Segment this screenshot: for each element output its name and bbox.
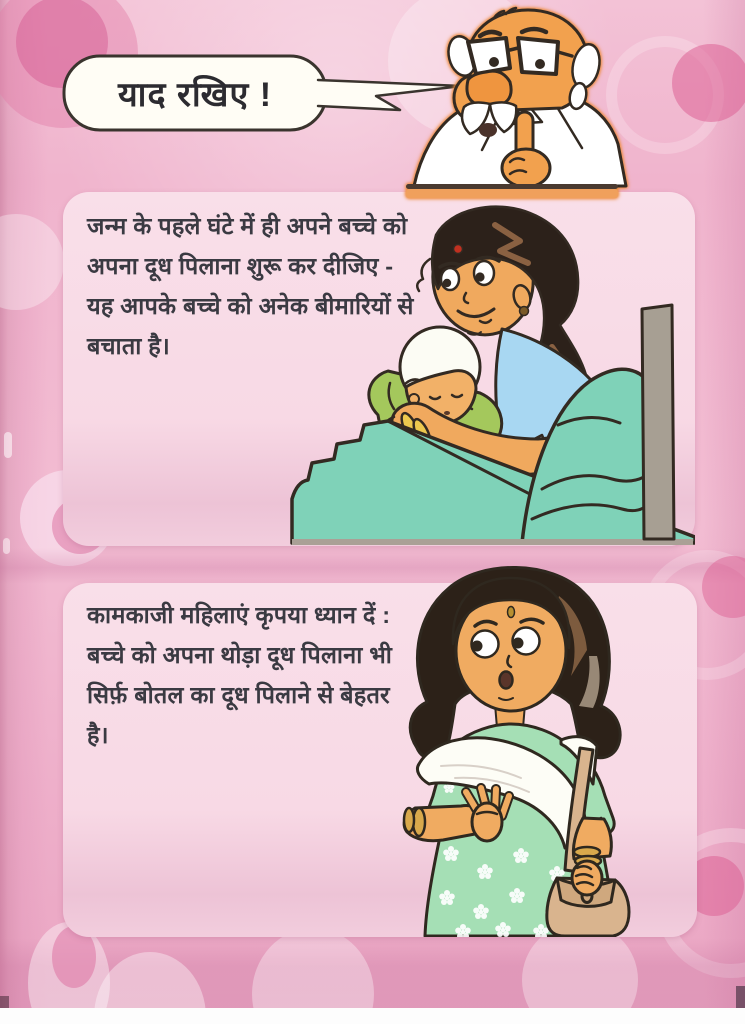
text-line: कामकाजी महिलाएं कृपया ध्यान दें : — [87, 602, 391, 628]
decor-bubble — [702, 556, 745, 618]
scanner-background-strip — [0, 1008, 745, 1024]
text-line: बच्चे को अपना थोड़ा दूध पिलाना भी — [87, 642, 393, 668]
speech-bubble-text: याद रखिए ! — [117, 76, 273, 114]
working-woman-illustration — [363, 556, 695, 937]
decor-shadow-band — [0, 938, 745, 1008]
text-line: यह आपके बच्चे को अनेक बीमारियों से — [87, 293, 414, 319]
text-line: जन्म के पहले घंटे में ही अपने बच्चे को — [87, 213, 408, 239]
page-edge-mark — [736, 986, 745, 1010]
decor-bubble — [0, 214, 64, 310]
staple-glint — [4, 432, 12, 458]
page-edge-mark — [0, 996, 9, 1008]
staple-glint — [3, 538, 10, 554]
text-line: अपना दूध पिलाना शुरू कर दीजिए - — [87, 253, 394, 279]
doctor-illustration — [406, 2, 638, 200]
mother-and-newborn-illustration — [290, 197, 695, 546]
decor-bubble — [672, 44, 745, 122]
text-line: बचाता है। — [87, 333, 171, 359]
text-line: है। — [87, 722, 109, 748]
text-line: सिर्फ़ बोतल का दूध पिलाने से बेहतर — [87, 682, 390, 708]
